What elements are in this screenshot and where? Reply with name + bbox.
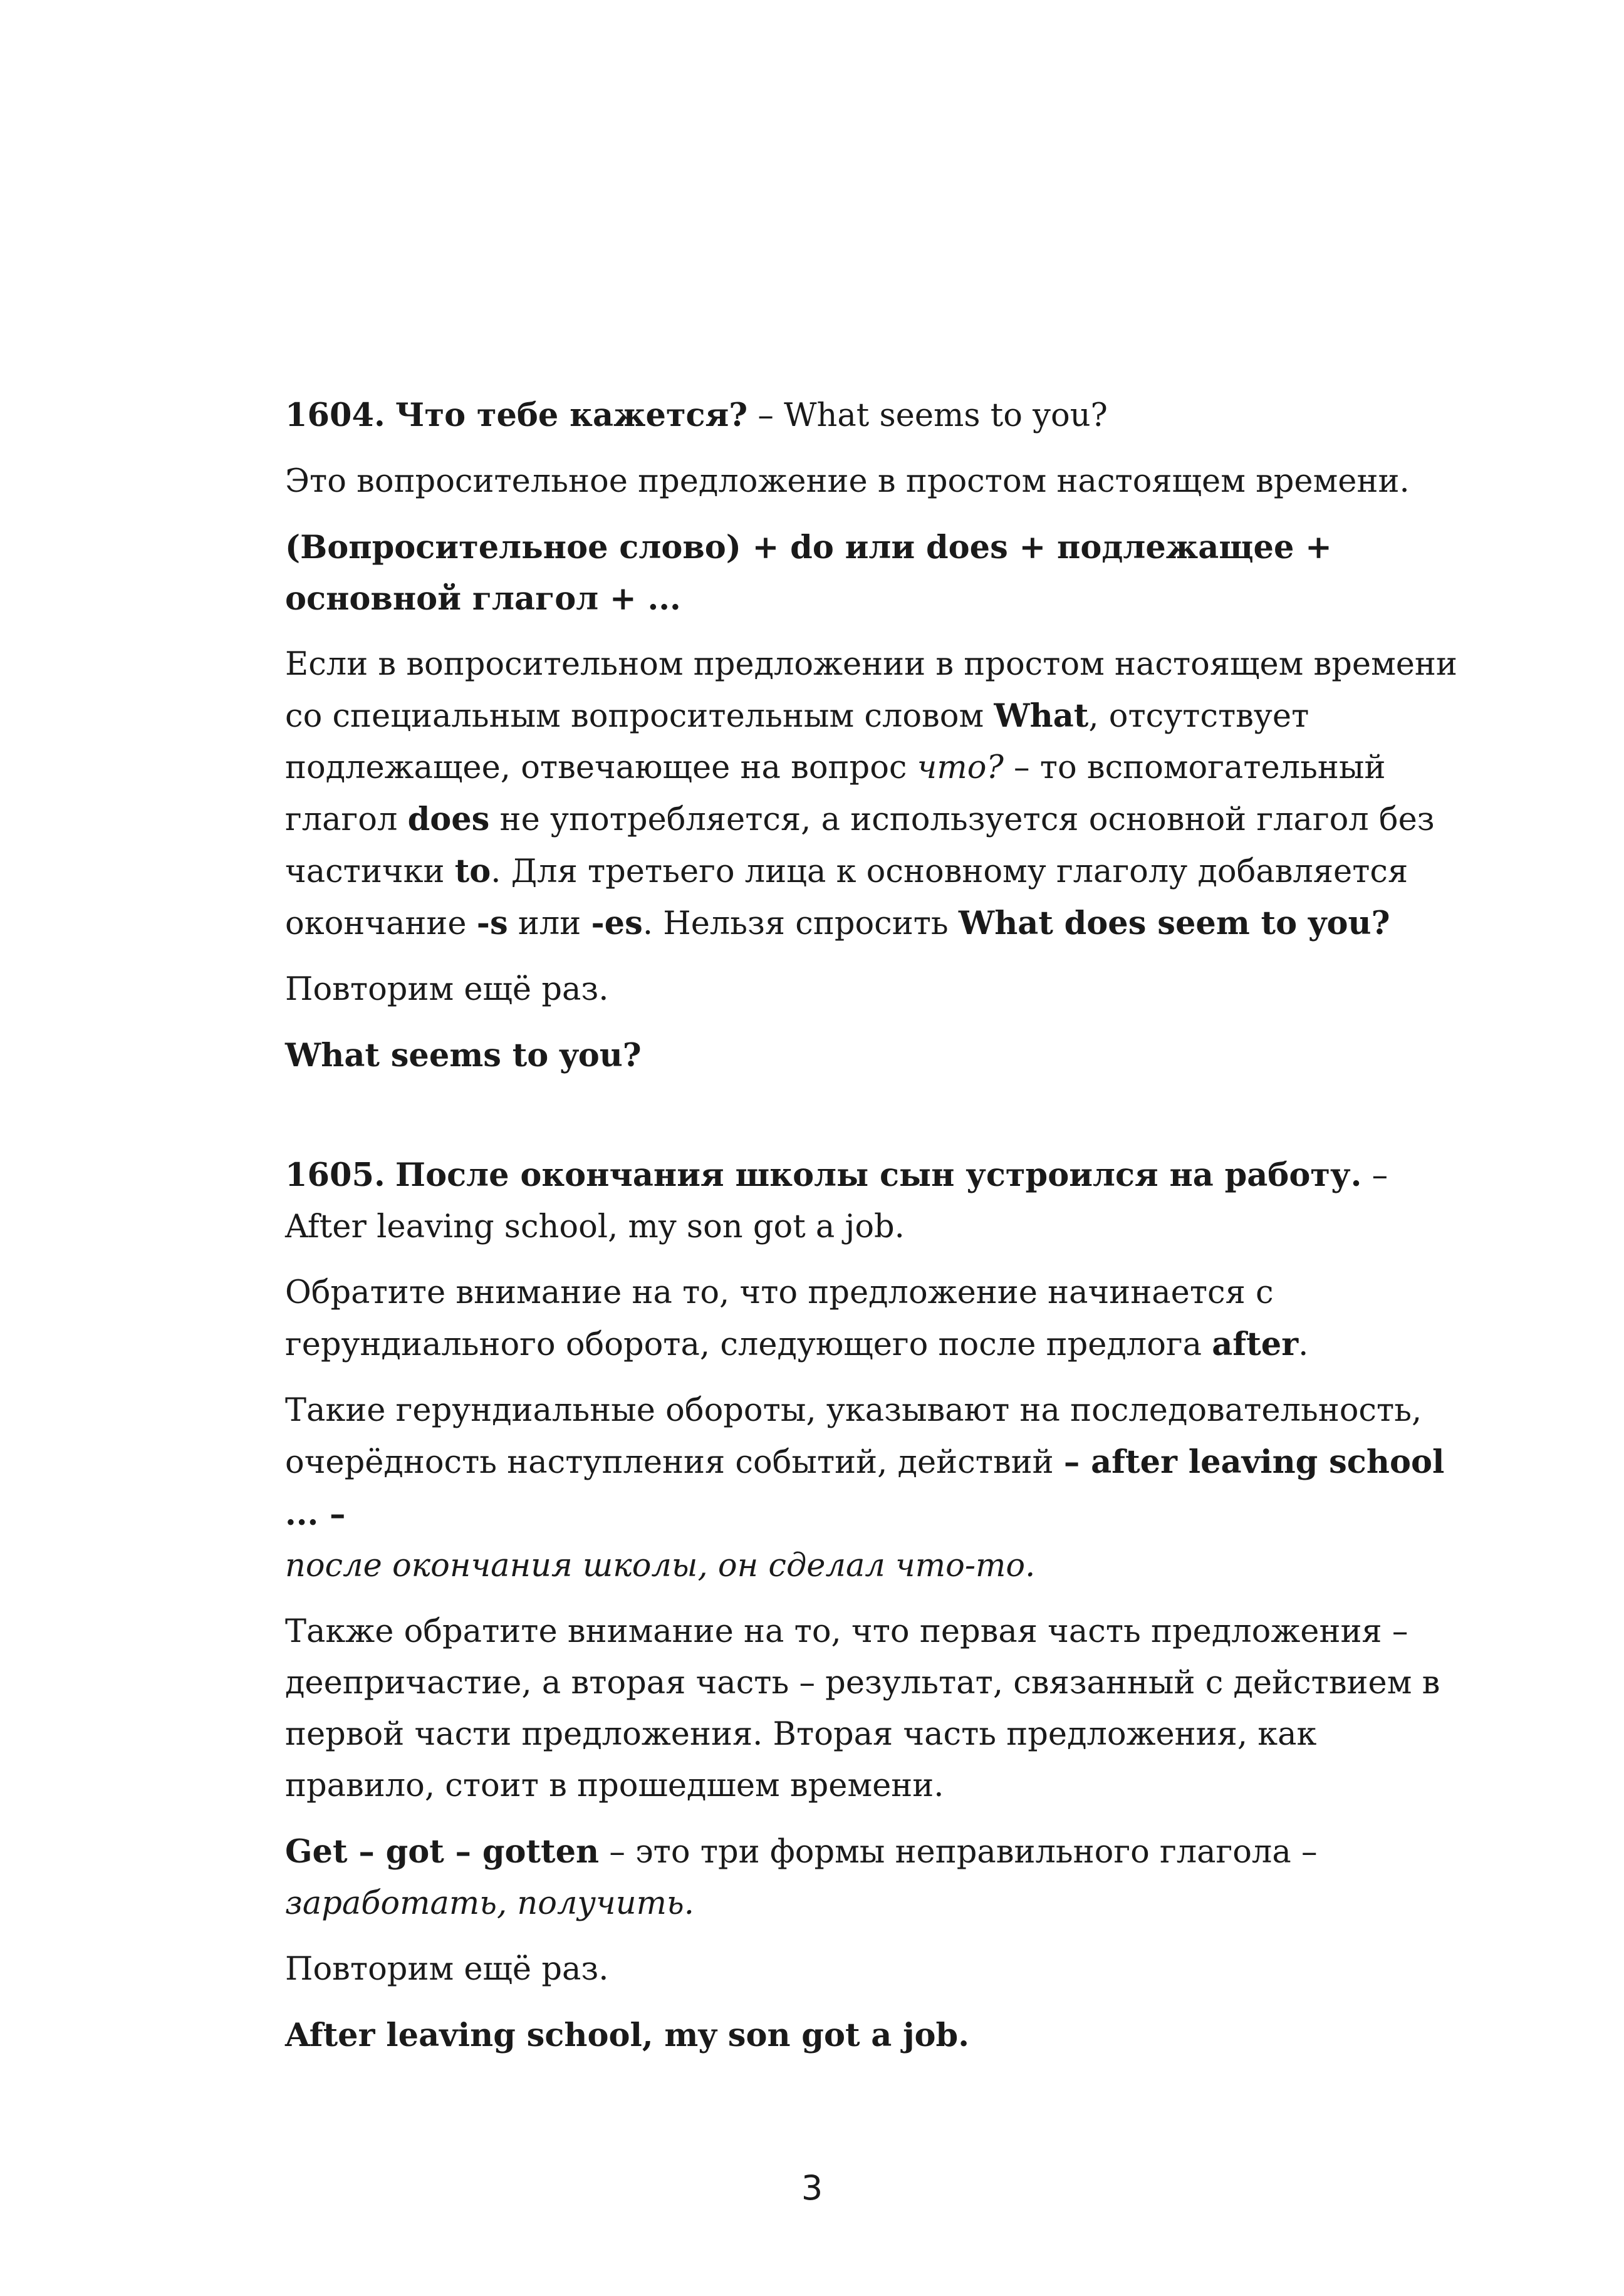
explanation-paragraph [285,1385,1476,1592]
text-span: Такие герундиальные обороты, указывают на последовательность, очерёдность наступления событий, действий [285,1392,1422,1481]
bold-term: to [454,853,491,890]
page-content [285,390,1476,2075]
italic-term: после окончания школы, он сделал что-то. [285,1547,1036,1584]
explanation-paragraph: Это вопросительное предложение в простом настоящем времени. [285,463,1410,500]
text-span: не употребляется, а используется основной глагол без частички [285,801,1435,890]
bold-term: does [407,801,490,838]
bold-term: -es [591,905,643,942]
explanation-paragraph [285,1826,1476,1930]
italic-term: что? [917,749,1004,786]
entry-number: 1605. [285,1156,385,1194]
italic-term: заработать, получить. [285,1885,694,1922]
page-number: 3 [801,2168,823,2208]
explanation-paragraph: Также обратите внимание на то, что первая часть предложения – деепричастие, а вторая часть – результат, связанный с действием в первой части предложения. Вторая часть предложения, как правило, стоит в прошедшем времени. [285,1613,1440,1804]
formula-line: (Вопросительное слово) + do или does + подлежащее + [285,529,1332,566]
grammar-formula [285,522,1476,625]
bold-term: – after leaving school ... – [285,1443,1445,1533]
text-span: . [1298,1326,1309,1363]
dash: – [747,397,784,434]
entry-heading [285,390,1476,442]
bold-term: Get – got – gotten [285,1833,600,1871]
dash: – [1361,1157,1388,1194]
entry-heading [285,1150,1476,1253]
russian-phrase: После окончания школы сын устроился на работу. [395,1156,1362,1194]
bold-term: What [994,697,1089,735]
bold-term: after [1212,1326,1299,1363]
text-span: – это три формы неправильного глагола – [599,1834,1318,1871]
text-span: или [508,905,591,942]
bold-term: -s [476,905,508,942]
entry-number: 1604. [285,397,385,434]
repeat-label: Повторим ещё раз. [285,1951,609,1988]
russian-phrase: Что тебе кажется? [395,397,748,434]
text-span: . Нельзя спросить [642,905,959,942]
entry-1604 [285,390,1476,1081]
example-sentence: What seems to you? [285,1037,642,1074]
formula-line: основной глагол + ... [285,580,681,618]
explanation-paragraph [285,639,1476,950]
text-span: . Для третьего лица к основному глаголу добавляется окончание [285,853,1408,942]
text-span: , отсутствует подлежащее, отвечающее на вопрос [285,698,1309,786]
explanation-paragraph [285,1267,1476,1371]
english-translation: What seems to you? [784,397,1108,434]
english-translation: After leaving school, my son got a job. [285,1208,905,1245]
text-span: – то вспомогательный глагол [285,749,1386,838]
entry-spacer [285,1096,1476,1150]
entry-1605 [285,1150,1476,2061]
example-sentence: After leaving school, my son got a job. [285,2017,969,2054]
bold-term: What does seem to you? [958,905,1390,942]
text-span: Обратите внимание на то, что предложение начинается с герундиального оборота, следующего после предлога [285,1274,1274,1363]
repeat-label: Повторим ещё раз. [285,971,609,1008]
text-span: Если в вопросительном предложении в простом настоящем времени со специальным вопросительным словом [285,646,1457,735]
